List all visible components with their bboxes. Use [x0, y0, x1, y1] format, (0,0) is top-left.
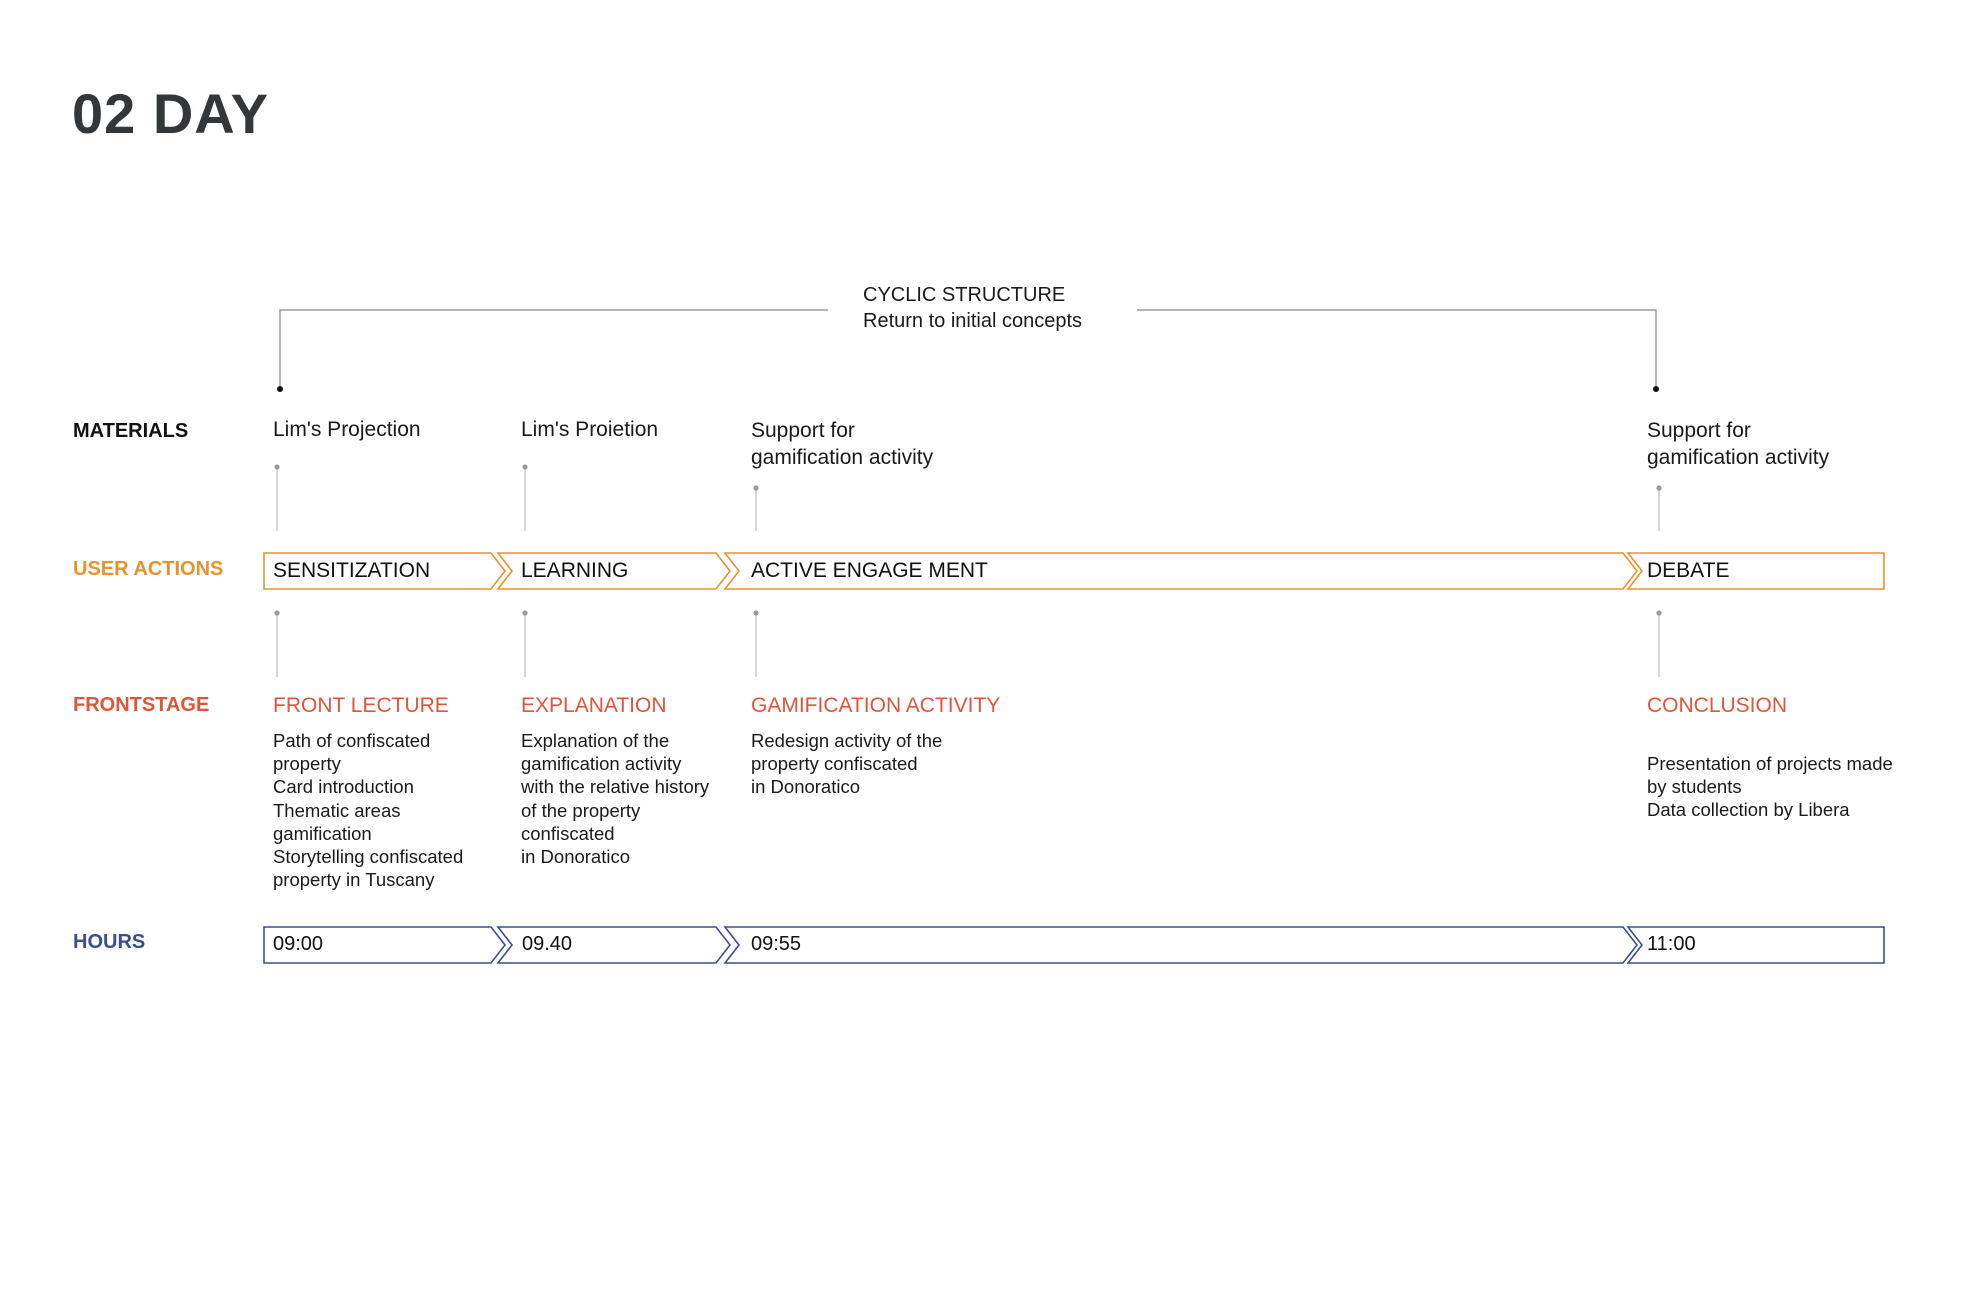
material-item [751, 417, 933, 471]
description-line: by students [1647, 776, 1742, 798]
frontstage-item [521, 692, 709, 868]
cyclic-bracket-dot-right [1653, 386, 1659, 392]
cyclic-structure-label [863, 282, 1082, 334]
hour-label: 09.40 [522, 933, 573, 955]
user-action-label: LEARNING [521, 559, 629, 582]
material-connectors [277, 467, 1659, 531]
user-action-label: DEBATE [1647, 559, 1730, 582]
material-item [521, 416, 658, 443]
frontstage-description [1647, 752, 1893, 822]
description-line: with the relative history [521, 776, 710, 798]
material-item [1647, 417, 1829, 471]
material-item-line: Lim's Projection [273, 418, 421, 441]
description-line: Presentation of projects made [1647, 753, 1893, 774]
user-actions-band [264, 553, 1884, 589]
material-connector-dots [274, 464, 1661, 490]
material-item-line: Support for [1647, 419, 1751, 442]
frontstage-title: FRONT LECTURE [273, 694, 449, 717]
cyclic-structure-subtitle: Return to initial concepts [863, 310, 1083, 332]
frontstage-connector-dots [274, 610, 1661, 615]
row-label-materials: MATERIALS [73, 420, 189, 442]
description-line: gamification [273, 822, 372, 844]
hour-label: 09:00 [273, 933, 324, 955]
page-title: 02 DAY [72, 82, 269, 145]
description-line: Card introduction [273, 776, 414, 798]
frontstage-item [273, 692, 463, 891]
description-line: property in Tuscany [273, 869, 435, 891]
user-action-label: SENSITIZATION [273, 559, 431, 582]
frontstage-description [273, 729, 463, 891]
description-line: Storytelling confiscated [273, 846, 464, 868]
frontstage-description [751, 729, 1000, 799]
material-item-line: gamification activity [751, 446, 934, 469]
hour-label: 09:55 [751, 933, 802, 955]
frontstage-item [1647, 692, 1893, 822]
row-label-hours: HOURS [73, 931, 146, 953]
description-line: Explanation of the [521, 730, 670, 751]
description-line: confiscated [521, 822, 615, 844]
material-item-line: gamification activity [1647, 446, 1830, 469]
description-line: gamification activity [521, 753, 682, 775]
hours-band [264, 927, 1884, 963]
material-item-line: Lim's Proietion [521, 418, 659, 441]
material-item [273, 416, 421, 443]
cyclic-structure-title: CYCLIC STRUCTURE [863, 284, 1066, 306]
frontstage-connectors [277, 613, 1659, 677]
description-line: Redesign activity of the [751, 730, 943, 751]
description-line: property confiscated [751, 753, 918, 775]
description-line: Data collection by Libera [1647, 799, 1850, 821]
description-line: property [273, 753, 341, 775]
frontstage-item [751, 692, 1000, 799]
description-line: Path of confiscated [273, 730, 431, 751]
row-label-user-actions: USER ACTIONS [73, 558, 224, 580]
cyclic-bracket-dot-left [277, 386, 283, 392]
description-line: Thematic areas [273, 799, 401, 821]
hour-step-3 [725, 927, 1637, 963]
frontstage-title: EXPLANATION [521, 694, 667, 717]
frontstage-description [521, 729, 709, 868]
row-label-frontstage: FRONTSTAGE [73, 694, 210, 716]
frontstage-title: CONCLUSION [1647, 694, 1788, 717]
frontstage-title: GAMIFICATION ACTIVITY [751, 694, 1001, 717]
hour-label: 11:00 [1647, 933, 1696, 955]
description-line: of the property [521, 799, 641, 821]
material-item-line: Support for [751, 419, 855, 442]
user-action-label: ACTIVE ENGAGE MENT [751, 559, 988, 582]
description-line: in Donoratico [751, 776, 861, 798]
description-line: in Donoratico [521, 846, 631, 868]
